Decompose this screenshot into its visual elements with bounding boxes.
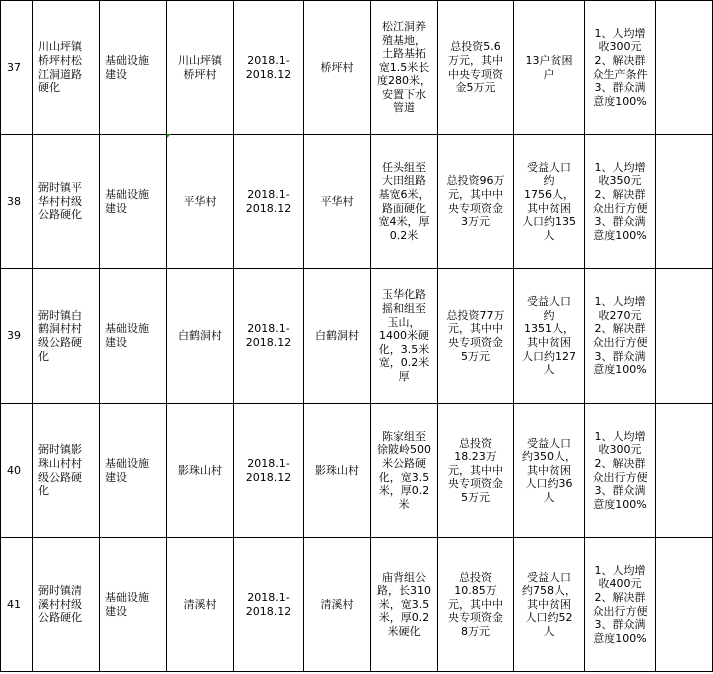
row-number: 41 [1, 538, 33, 672]
investment: 总投资 10.85万 元，其中中 央专项资金 8万元 [438, 538, 514, 672]
project-type: 基础设施 建设 [100, 538, 167, 672]
project-period: 2018.1- 2018.12 [234, 1, 304, 135]
construction-content: 松江洞养 殖基地， 土路基拓 宽1.5米长 度280米， 安置下水 管道 [371, 1, 438, 135]
project-name: 川山坪镇 桥坪村松 江洞道路 硬化 [33, 1, 100, 135]
project-village: 平华村 [304, 135, 371, 269]
table-row [1, 135, 713, 269]
project-type: 基础设施 建设 [100, 135, 167, 269]
project-name: 弼时镇清 溪村村级 公路硬化 [33, 538, 100, 672]
project-location: 影珠山村 [167, 404, 234, 538]
project-location: 平华村 [167, 135, 234, 269]
benefit: 1、人均增 收400元 2、解决群 众出行方便 3、群众满 意度100% [585, 538, 656, 672]
project-type: 基础设施 建设 [100, 1, 167, 135]
project-village: 桥坪村 [304, 1, 371, 135]
project-location: 清溪村 [167, 538, 234, 672]
row-number: 40 [1, 404, 33, 538]
project-name: 弼时镇平 华村村级 公路硬化 [33, 135, 100, 269]
table-row [1, 269, 713, 404]
benefit: 1、人均增 收300元 2、解决群 众出行方便 3、群众满 意度100% [585, 404, 656, 538]
investment: 总投资77万 元，其中中 央专项资金 5万元 [438, 269, 514, 404]
table-row [1, 538, 713, 672]
construction-content: 玉华化路 摇和组至 玉山， 1400米硬 化，3.5米 宽，0.2米 厚 [371, 269, 438, 404]
benefit: 1、人均增 收270元 2、解决群 众出行方便 3、群众满 意度100% [585, 269, 656, 404]
investment: 总投资96万 元，其中中 央专项资金 3万元 [438, 135, 514, 269]
beneficiaries: 受益人口 约758人， 其中贫困 人口约52 人 [514, 538, 585, 672]
empty-cell [656, 269, 713, 404]
project-village: 影珠山村 [304, 404, 371, 538]
beneficiaries: 受益人口 约 1351人， 其中贫困 人口约127 人 [514, 269, 585, 404]
investment: 总投资5.6 万元，其中 中央专项资 金5万元 [438, 1, 514, 135]
benefit: 1、人均增 收300元 2、解决群 众生产条件 3、群众满 意度100% [585, 1, 656, 135]
project-village: 清溪村 [304, 538, 371, 672]
project-period: 2018.1- 2018.12 [234, 269, 304, 404]
beneficiaries: 13户贫困 户 [514, 1, 585, 135]
empty-cell [656, 135, 713, 269]
project-period: 2018.1- 2018.12 [234, 404, 304, 538]
project-type: 基础设施 建设 [100, 269, 167, 404]
construction-content: 陈家组至 徐陂岭500 米公路硬 化，宽3.5 米，厚0.2 米 [371, 404, 438, 538]
project-location: 白鹤洞村 [167, 269, 234, 404]
project-location: 川山坪镇 桥坪村 [167, 1, 234, 135]
project-name: 弼时镇影 珠山村村 级公路硬 化 [33, 404, 100, 538]
table-row [1, 404, 713, 538]
row-number: 38 [1, 135, 33, 269]
empty-cell [656, 404, 713, 538]
construction-content: 庙背组公 路，长310 米，宽3.5 米，厚0.2 米硬化 [371, 538, 438, 672]
row-number: 37 [1, 1, 33, 135]
empty-cell [656, 538, 713, 672]
project-village: 白鹤洞村 [304, 269, 371, 404]
project-period: 2018.1- 2018.12 [234, 135, 304, 269]
beneficiaries: 受益人口 约350人， 其中贫困 人口约36 人 [514, 404, 585, 538]
row-number: 39 [1, 269, 33, 404]
project-name: 弼时镇白 鹤洞村村 级公路硬 化 [33, 269, 100, 404]
benefit: 1、人均增 收350元 2、解决群 众出行方便 3、群众满 意度100% [585, 135, 656, 269]
beneficiaries: 受益人口 约 1756人， 其中贫困 人口约135 人 [514, 135, 585, 269]
table-row [1, 1, 713, 135]
construction-content: 任头组至 大田组路 基宽6米， 路面硬化 宽4米，厚 0.2米 [371, 135, 438, 269]
cell-comment-marker [167, 134, 171, 138]
empty-cell [656, 1, 713, 135]
project-type: 基础设施 建设 [100, 404, 167, 538]
project-period: 2018.1- 2018.12 [234, 538, 304, 672]
investment: 总投资 18.23万 元，其中中 央专项资金 5万元 [438, 404, 514, 538]
